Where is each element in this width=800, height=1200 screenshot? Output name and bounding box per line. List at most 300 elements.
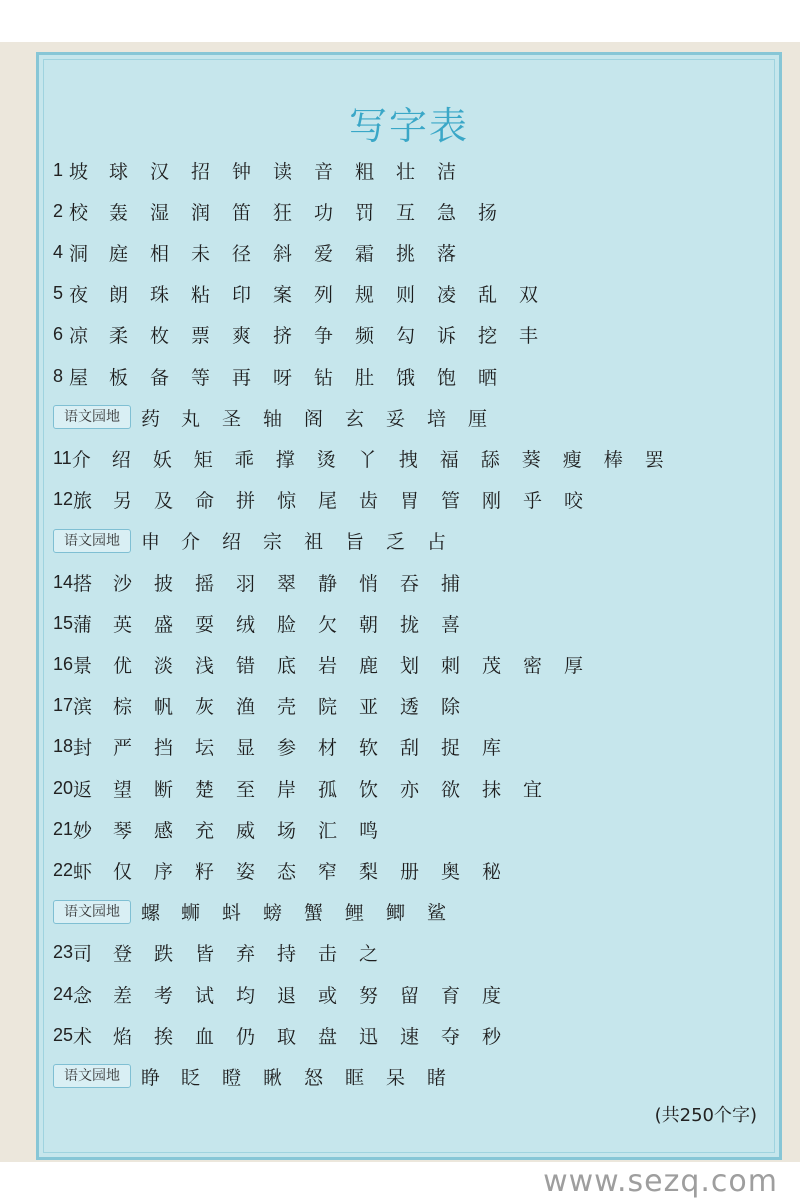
character: 脸 <box>277 613 297 636</box>
character: 刮 <box>400 737 420 760</box>
lesson-row <box>53 315 560 355</box>
character: 披 <box>154 572 174 595</box>
character: 断 <box>154 778 174 801</box>
character: 轰 <box>109 201 129 224</box>
character: 妥 <box>386 407 406 430</box>
character: 校 <box>69 201 89 224</box>
character: 烫 <box>316 448 336 471</box>
character: 态 <box>277 860 297 883</box>
character: 呀 <box>273 366 293 389</box>
lesson-number: 4 <box>53 241 64 262</box>
character: 除 <box>441 696 461 719</box>
character: 鲤 <box>345 902 365 925</box>
character: 夺 <box>441 1025 461 1048</box>
character: 玄 <box>345 407 365 430</box>
character: 螃 <box>263 902 283 925</box>
character: 持 <box>277 943 297 966</box>
character: 欲 <box>441 778 461 801</box>
character: 票 <box>191 325 211 348</box>
character-list <box>73 692 482 719</box>
character: 景 <box>73 654 93 677</box>
character: 备 <box>150 366 170 389</box>
character: 乱 <box>478 284 498 307</box>
character: 管 <box>441 490 461 513</box>
character: 规 <box>355 284 375 307</box>
character: 厘 <box>468 407 488 430</box>
lesson-number: 6 <box>53 324 64 345</box>
character: 径 <box>232 242 252 265</box>
character-list <box>73 1022 523 1049</box>
character: 眨 <box>181 1066 201 1089</box>
character: 击 <box>318 943 338 966</box>
character: 胃 <box>400 490 420 513</box>
page-title: 写字表 <box>348 104 469 148</box>
character: 落 <box>437 242 457 265</box>
character: 挑 <box>396 242 416 265</box>
lesson-number: 17 <box>53 695 74 716</box>
lesson-row <box>53 644 605 684</box>
character: 瘦 <box>562 448 582 471</box>
lesson-row <box>53 933 400 973</box>
character-list <box>73 610 482 637</box>
character: 琴 <box>113 819 133 842</box>
lesson-number: 25 <box>53 1024 74 1045</box>
character: 睁 <box>141 1066 161 1089</box>
character: 丰 <box>519 325 539 348</box>
character: 呆 <box>386 1066 406 1089</box>
character: 凌 <box>437 284 457 307</box>
character: 未 <box>191 242 211 265</box>
character: 试 <box>195 984 215 1007</box>
lesson-number: 23 <box>53 942 74 963</box>
character: 亚 <box>359 696 379 719</box>
character: 优 <box>113 654 133 677</box>
lesson-row <box>53 727 523 767</box>
lesson-number: 20 <box>53 777 74 798</box>
character: 招 <box>191 160 211 183</box>
lesson-row <box>53 603 482 643</box>
lesson-row <box>53 850 523 890</box>
character: 怒 <box>304 1066 324 1089</box>
character-list <box>69 198 519 225</box>
character: 至 <box>236 778 256 801</box>
character: 粗 <box>355 160 375 183</box>
character: 差 <box>113 984 133 1007</box>
character: 速 <box>400 1025 420 1048</box>
character: 焰 <box>113 1025 133 1048</box>
character: 晒 <box>478 366 498 389</box>
character: 音 <box>314 160 334 183</box>
character: 轴 <box>263 407 283 430</box>
character: 汇 <box>318 819 338 842</box>
character-list <box>73 939 400 966</box>
character: 罢 <box>644 448 664 471</box>
character: 岸 <box>277 778 297 801</box>
character: 阁 <box>304 407 324 430</box>
character: 帆 <box>154 696 174 719</box>
character: 蟹 <box>304 902 324 925</box>
character: 感 <box>154 819 174 842</box>
character: 绍 <box>222 531 242 554</box>
character: 齿 <box>359 490 379 513</box>
character: 霜 <box>355 242 375 265</box>
character: 扬 <box>478 201 498 224</box>
character: 滨 <box>73 696 93 719</box>
character-list <box>73 816 400 843</box>
character-list <box>141 898 468 925</box>
character: 蚪 <box>222 902 242 925</box>
character-list <box>73 981 523 1008</box>
character: 勾 <box>396 325 416 348</box>
character: 司 <box>73 943 93 966</box>
character: 朝 <box>359 613 379 636</box>
lesson-number: 2 <box>53 200 64 221</box>
character: 挨 <box>154 1025 174 1048</box>
character-list <box>73 857 523 884</box>
character: 度 <box>482 984 502 1007</box>
character: 拢 <box>400 613 420 636</box>
character: 弃 <box>236 943 256 966</box>
character: 软 <box>359 737 379 760</box>
character: 捕 <box>441 572 461 595</box>
character: 鸣 <box>359 819 379 842</box>
character: 妙 <box>73 819 93 842</box>
character: 笛 <box>232 201 252 224</box>
character: 悄 <box>359 572 379 595</box>
character: 介 <box>181 531 201 554</box>
character: 润 <box>191 201 211 224</box>
character: 念 <box>73 984 93 1007</box>
character: 错 <box>236 654 256 677</box>
garden-row <box>53 397 509 437</box>
character: 蒲 <box>73 613 93 636</box>
character: 亦 <box>400 778 420 801</box>
character: 窄 <box>318 860 338 883</box>
lesson-number: 8 <box>53 365 64 386</box>
character: 球 <box>109 160 129 183</box>
character: 争 <box>314 325 334 348</box>
character: 秘 <box>482 860 502 883</box>
character-list <box>141 527 468 554</box>
character: 刚 <box>482 490 502 513</box>
character-list <box>69 363 519 390</box>
character: 罚 <box>355 201 375 224</box>
character: 瞅 <box>263 1066 283 1089</box>
character: 划 <box>400 654 420 677</box>
character: 秒 <box>482 1025 502 1048</box>
character: 灰 <box>195 696 215 719</box>
character: 岩 <box>318 654 338 677</box>
character: 药 <box>141 407 161 430</box>
lesson-number: 15 <box>53 612 74 633</box>
character: 坛 <box>195 737 215 760</box>
character: 均 <box>236 984 256 1007</box>
character: 院 <box>318 696 338 719</box>
character: 坡 <box>69 160 89 183</box>
character: 功 <box>314 201 334 224</box>
character: 乖 <box>234 448 254 471</box>
lesson-row <box>53 150 478 190</box>
character: 退 <box>277 984 297 1007</box>
garden-tag: 语文园地 <box>53 405 131 429</box>
character-list <box>69 239 478 266</box>
character: 等 <box>191 366 211 389</box>
character: 旅 <box>73 490 93 513</box>
lesson-row <box>53 562 482 602</box>
character: 鲫 <box>386 902 406 925</box>
character: 频 <box>355 325 375 348</box>
lesson-row <box>53 232 478 272</box>
character-table-panel <box>36 52 782 1160</box>
lesson-row <box>53 768 564 808</box>
character: 饿 <box>396 366 416 389</box>
garden-row <box>53 521 468 561</box>
character: 粘 <box>191 284 211 307</box>
character: 材 <box>318 737 338 760</box>
character: 考 <box>154 984 174 1007</box>
character: 盘 <box>318 1025 338 1048</box>
character-list <box>73 569 482 596</box>
character: 诉 <box>437 325 457 348</box>
lesson-number: 12 <box>53 489 74 510</box>
character: 互 <box>396 201 416 224</box>
character: 枚 <box>150 325 170 348</box>
character: 底 <box>277 654 297 677</box>
lesson-row <box>53 1015 523 1055</box>
total-count: (共250个字) <box>654 1105 757 1126</box>
character-list <box>73 775 564 802</box>
character: 乎 <box>523 490 543 513</box>
character: 印 <box>232 284 252 307</box>
character: 抹 <box>482 778 502 801</box>
character: 英 <box>113 613 133 636</box>
character: 爽 <box>232 325 252 348</box>
character: 板 <box>109 366 129 389</box>
character: 珠 <box>150 284 170 307</box>
character: 序 <box>154 860 174 883</box>
character: 术 <box>73 1025 93 1048</box>
lesson-number: 21 <box>53 818 74 839</box>
character-list <box>73 651 605 678</box>
character: 丸 <box>181 407 201 430</box>
character: 汉 <box>150 160 170 183</box>
character: 绒 <box>236 613 256 636</box>
character-list <box>72 445 686 472</box>
character: 螺 <box>141 902 161 925</box>
character: 棒 <box>603 448 623 471</box>
character: 仅 <box>113 860 133 883</box>
character: 命 <box>195 490 215 513</box>
character: 钟 <box>232 160 252 183</box>
character: 肚 <box>355 366 375 389</box>
character: 跌 <box>154 943 174 966</box>
character: 挤 <box>273 325 293 348</box>
character: 充 <box>195 819 215 842</box>
lesson-row <box>53 974 523 1014</box>
character: 睹 <box>427 1066 447 1089</box>
character: 乏 <box>386 531 406 554</box>
character: 虾 <box>73 860 93 883</box>
lesson-number: 24 <box>53 983 74 1004</box>
character: 洁 <box>437 160 457 183</box>
character: 翠 <box>277 572 297 595</box>
character: 吞 <box>400 572 420 595</box>
character: 申 <box>141 531 161 554</box>
character: 盛 <box>154 613 174 636</box>
character: 拼 <box>236 490 256 513</box>
character: 饱 <box>437 366 457 389</box>
character: 奥 <box>441 860 461 883</box>
character: 宗 <box>263 531 283 554</box>
character: 搭 <box>73 572 93 595</box>
character: 福 <box>439 448 459 471</box>
character: 庭 <box>109 242 129 265</box>
character: 之 <box>359 943 379 966</box>
character: 双 <box>519 284 539 307</box>
character-list <box>69 280 560 307</box>
character: 威 <box>236 819 256 842</box>
character: 旨 <box>345 531 365 554</box>
character: 淡 <box>154 654 174 677</box>
character: 仍 <box>236 1025 256 1048</box>
character: 另 <box>113 490 133 513</box>
character: 望 <box>113 778 133 801</box>
character: 鹿 <box>359 654 379 677</box>
character: 取 <box>277 1025 297 1048</box>
character: 斜 <box>273 242 293 265</box>
character: 返 <box>73 778 93 801</box>
character: 祖 <box>304 531 324 554</box>
garden-tag: 语文园地 <box>53 900 131 924</box>
character: 柔 <box>109 325 129 348</box>
character: 绍 <box>111 448 131 471</box>
character: 介 <box>71 448 91 471</box>
character: 读 <box>273 160 293 183</box>
character: 葵 <box>521 448 541 471</box>
character: 严 <box>113 737 133 760</box>
character: 宜 <box>523 778 543 801</box>
character: 壳 <box>277 696 297 719</box>
character: 沙 <box>113 572 133 595</box>
character: 捉 <box>441 737 461 760</box>
watermark-text: www.sezq.com <box>543 1164 778 1199</box>
character: 壮 <box>396 160 416 183</box>
character: 孤 <box>318 778 338 801</box>
character: 密 <box>523 654 543 677</box>
garden-row <box>53 892 468 932</box>
character: 皆 <box>195 943 215 966</box>
lesson-row <box>53 809 400 849</box>
character: 湿 <box>150 201 170 224</box>
character: 参 <box>277 737 297 760</box>
character: 摇 <box>195 572 215 595</box>
character-list <box>69 321 560 348</box>
lesson-row <box>53 438 686 478</box>
character: 饮 <box>359 778 379 801</box>
character: 留 <box>400 984 420 1007</box>
character: 血 <box>195 1025 215 1048</box>
character: 瞪 <box>222 1066 242 1089</box>
character: 则 <box>396 284 416 307</box>
character: 挖 <box>478 325 498 348</box>
character: 梨 <box>359 860 379 883</box>
character: 姿 <box>236 860 256 883</box>
page-background <box>0 42 800 1162</box>
character: 浅 <box>195 654 215 677</box>
character-list <box>73 486 605 513</box>
character: 钻 <box>314 366 334 389</box>
lesson-number: 16 <box>53 653 74 674</box>
character: 封 <box>73 737 93 760</box>
character: 矩 <box>193 448 213 471</box>
character: 屋 <box>69 366 89 389</box>
lesson-number: 14 <box>53 571 74 592</box>
lesson-row <box>53 356 519 396</box>
character: 狂 <box>273 201 293 224</box>
character: 占 <box>427 531 447 554</box>
lesson-row <box>53 274 560 314</box>
lesson-number: 22 <box>53 859 74 880</box>
character: 再 <box>232 366 252 389</box>
lesson-number: 5 <box>53 283 64 304</box>
character: 眶 <box>345 1066 365 1089</box>
character: 撑 <box>275 448 295 471</box>
character: 静 <box>318 572 338 595</box>
lesson-row <box>53 191 519 231</box>
character: 案 <box>273 284 293 307</box>
character: 册 <box>400 860 420 883</box>
character: 库 <box>482 737 502 760</box>
character: 鲨 <box>427 902 447 925</box>
character: 育 <box>441 984 461 1007</box>
character: 妖 <box>152 448 172 471</box>
character: 挡 <box>154 737 174 760</box>
character: 列 <box>314 284 334 307</box>
character: 爱 <box>314 242 334 265</box>
character: 迅 <box>359 1025 379 1048</box>
character: 舔 <box>480 448 500 471</box>
character-list <box>69 157 478 184</box>
character: 棕 <box>113 696 133 719</box>
character: 场 <box>277 819 297 842</box>
character: 耍 <box>195 613 215 636</box>
character: 拽 <box>398 448 418 471</box>
character-list <box>73 733 523 760</box>
character: 洞 <box>69 242 89 265</box>
character: 相 <box>150 242 170 265</box>
character: 及 <box>154 490 174 513</box>
character: 渔 <box>236 696 256 719</box>
character: 或 <box>318 984 338 1007</box>
character: 蛳 <box>181 902 201 925</box>
character: 急 <box>437 201 457 224</box>
character: 籽 <box>195 860 215 883</box>
character: 丫 <box>357 448 377 471</box>
lesson-number: 1 <box>53 159 64 180</box>
character: 登 <box>113 943 133 966</box>
character: 惊 <box>277 490 297 513</box>
character: 刺 <box>441 654 461 677</box>
character: 欠 <box>318 613 338 636</box>
character-list <box>141 1063 468 1090</box>
character: 咬 <box>564 490 584 513</box>
character: 厚 <box>564 654 584 677</box>
character-list <box>141 404 509 431</box>
character: 夜 <box>69 284 89 307</box>
lesson-number: 18 <box>53 736 74 757</box>
lesson-row <box>53 686 482 726</box>
character: 尾 <box>318 490 338 513</box>
